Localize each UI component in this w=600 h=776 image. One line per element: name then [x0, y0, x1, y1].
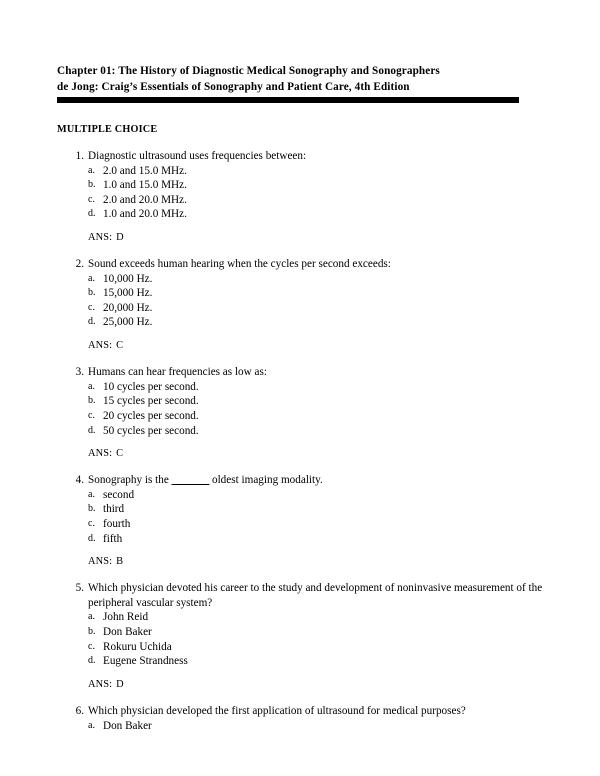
question-number: 2.: [75, 258, 84, 271]
question-list: [0, 149, 600, 745]
option-text: 15 cycles per second.: [103, 395, 199, 408]
question-stem: Sound exceeds human hearing when the cycles per second exceeds:: [88, 258, 391, 271]
question-text: [0, 149, 600, 164]
answer-value: C: [116, 448, 124, 460]
option-letter: c.: [88, 301, 95, 313]
option-list: [0, 719, 600, 734]
option-text: second: [103, 488, 135, 501]
option-row[interactable]: [0, 301, 600, 316]
question-text: [0, 257, 600, 272]
option-list: [0, 272, 600, 330]
option-row[interactable]: [0, 625, 600, 640]
option-text: 10,000 Hz.: [103, 272, 153, 285]
option-row[interactable]: [0, 640, 600, 655]
option-row[interactable]: [0, 517, 600, 532]
option-letter: d.: [88, 316, 96, 328]
option-letter: a.: [88, 488, 95, 500]
option-text: Don Baker: [103, 719, 152, 732]
option-row[interactable]: [0, 654, 600, 669]
option-text: 25,000 Hz.: [103, 316, 153, 329]
question-stem: Humans can hear frequencies as low as:: [88, 366, 267, 379]
option-text: 50 cycles per second.: [103, 424, 199, 437]
question-number: 6.: [75, 704, 84, 717]
option-row[interactable]: [0, 164, 600, 179]
option-letter: d.: [88, 655, 96, 667]
option-letter: a.: [88, 272, 95, 284]
option-letter: d.: [88, 424, 96, 436]
question-stem: Diagnostic ultrasound uses frequencies between:: [88, 150, 307, 162]
question-stem: Which physician devoted his career to the study and development of noninvasive measurement of the peripheral vascular system?: [88, 582, 543, 609]
question-text: [0, 473, 600, 488]
option-text: fifth: [103, 532, 123, 545]
answer-value: C: [116, 340, 124, 352]
answer-line: [0, 555, 600, 570]
option-letter: a.: [88, 380, 95, 392]
option-text: John Reid: [103, 611, 149, 624]
option-text: 1.0 and 15.0 MHz.: [103, 179, 187, 192]
document-header: [57, 64, 519, 103]
answer-label: ANS:: [88, 340, 113, 352]
answer-value: D: [116, 678, 124, 690]
option-text: Rokuru Uchida: [103, 640, 172, 653]
option-list: [0, 488, 600, 546]
option-row[interactable]: [0, 394, 600, 409]
option-row[interactable]: [0, 409, 600, 424]
option-letter: c.: [88, 517, 95, 529]
option-letter: a.: [88, 719, 95, 731]
option-text: 20 cycles per second.: [103, 409, 199, 422]
option-text: third: [103, 503, 125, 516]
question-stem: Which physician developed the first application of ultrasound for medical purposes?: [88, 704, 466, 717]
answer-line: [0, 447, 600, 462]
answer-line: [0, 678, 600, 693]
question-block: [0, 257, 600, 354]
option-letter: a.: [88, 611, 95, 623]
option-row[interactable]: [0, 719, 600, 734]
option-row[interactable]: [0, 272, 600, 287]
question-block: [0, 149, 600, 246]
question-block: [0, 473, 600, 570]
answer-label: ANS:: [88, 231, 113, 243]
question-block: [0, 365, 600, 462]
document-title-line-2: de Jong: Craig’s Essentials of Sonography and Patient Care, 4th Edition: [57, 80, 410, 93]
question-number: 3.: [75, 366, 84, 379]
question-text: [0, 704, 600, 719]
option-row[interactable]: [0, 610, 600, 625]
header-divider-rule: [57, 97, 519, 103]
option-text: 10 cycles per second.: [103, 380, 199, 393]
answer-value: D: [116, 231, 124, 243]
question-number: 1.: [75, 150, 84, 162]
option-row[interactable]: [0, 286, 600, 301]
option-text: 20,000 Hz.: [103, 301, 153, 314]
option-letter: b.: [88, 503, 96, 515]
question-block: [0, 704, 600, 733]
option-row[interactable]: [0, 488, 600, 503]
option-text: 2.0 and 20.0 MHz.: [103, 193, 187, 206]
question-block: [0, 581, 600, 692]
question-number: 4.: [75, 474, 84, 487]
option-letter: b.: [88, 179, 96, 191]
option-row[interactable]: [0, 178, 600, 193]
answer-line: [0, 339, 600, 354]
option-text: fourth: [103, 517, 131, 530]
option-letter: b.: [88, 395, 96, 407]
option-list: [0, 380, 600, 438]
question-text: [0, 365, 600, 380]
answer-value: B: [116, 556, 124, 568]
option-letter: d.: [88, 532, 96, 544]
option-text: Eugene Strandness: [103, 655, 188, 668]
option-row[interactable]: [0, 315, 600, 330]
option-text: 15,000 Hz.: [103, 287, 153, 300]
answer-label: ANS:: [88, 448, 113, 460]
option-text: 1.0 and 20.0 MHz.: [103, 208, 187, 221]
option-row[interactable]: [0, 207, 600, 222]
question-text-after-blank: oldest imaging modality.: [211, 474, 323, 487]
option-row[interactable]: [0, 532, 600, 547]
question-text: [0, 581, 600, 610]
option-text: 2.0 and 15.0 MHz.: [103, 164, 187, 177]
question-number: 5.: [75, 582, 84, 595]
option-letter: d.: [88, 208, 96, 220]
option-row[interactable]: [0, 380, 600, 395]
option-letter: a.: [88, 164, 95, 176]
option-letter: c.: [88, 409, 95, 421]
option-list: [0, 610, 600, 668]
option-letter: b.: [88, 287, 96, 299]
option-row[interactable]: [0, 193, 600, 208]
question-blank: _______: [171, 474, 210, 487]
answer-label: ANS:: [88, 678, 113, 690]
answer-label: ANS:: [88, 556, 113, 568]
section-heading-multiple-choice: MULTIPLE CHOICE: [57, 124, 158, 135]
option-row[interactable]: [0, 502, 600, 517]
option-letter: c.: [88, 640, 95, 652]
option-text: Don Baker: [103, 626, 152, 639]
option-list: [0, 164, 600, 222]
option-row[interactable]: [0, 424, 600, 439]
document-title-line-1: Chapter 01: The History of Diagnostic Medical Sonography and Sonographers: [57, 65, 440, 77]
option-letter: b.: [88, 626, 96, 638]
question-text-before-blank: Sonography is the: [88, 474, 169, 487]
answer-line: [0, 231, 600, 246]
option-letter: c.: [88, 193, 95, 205]
